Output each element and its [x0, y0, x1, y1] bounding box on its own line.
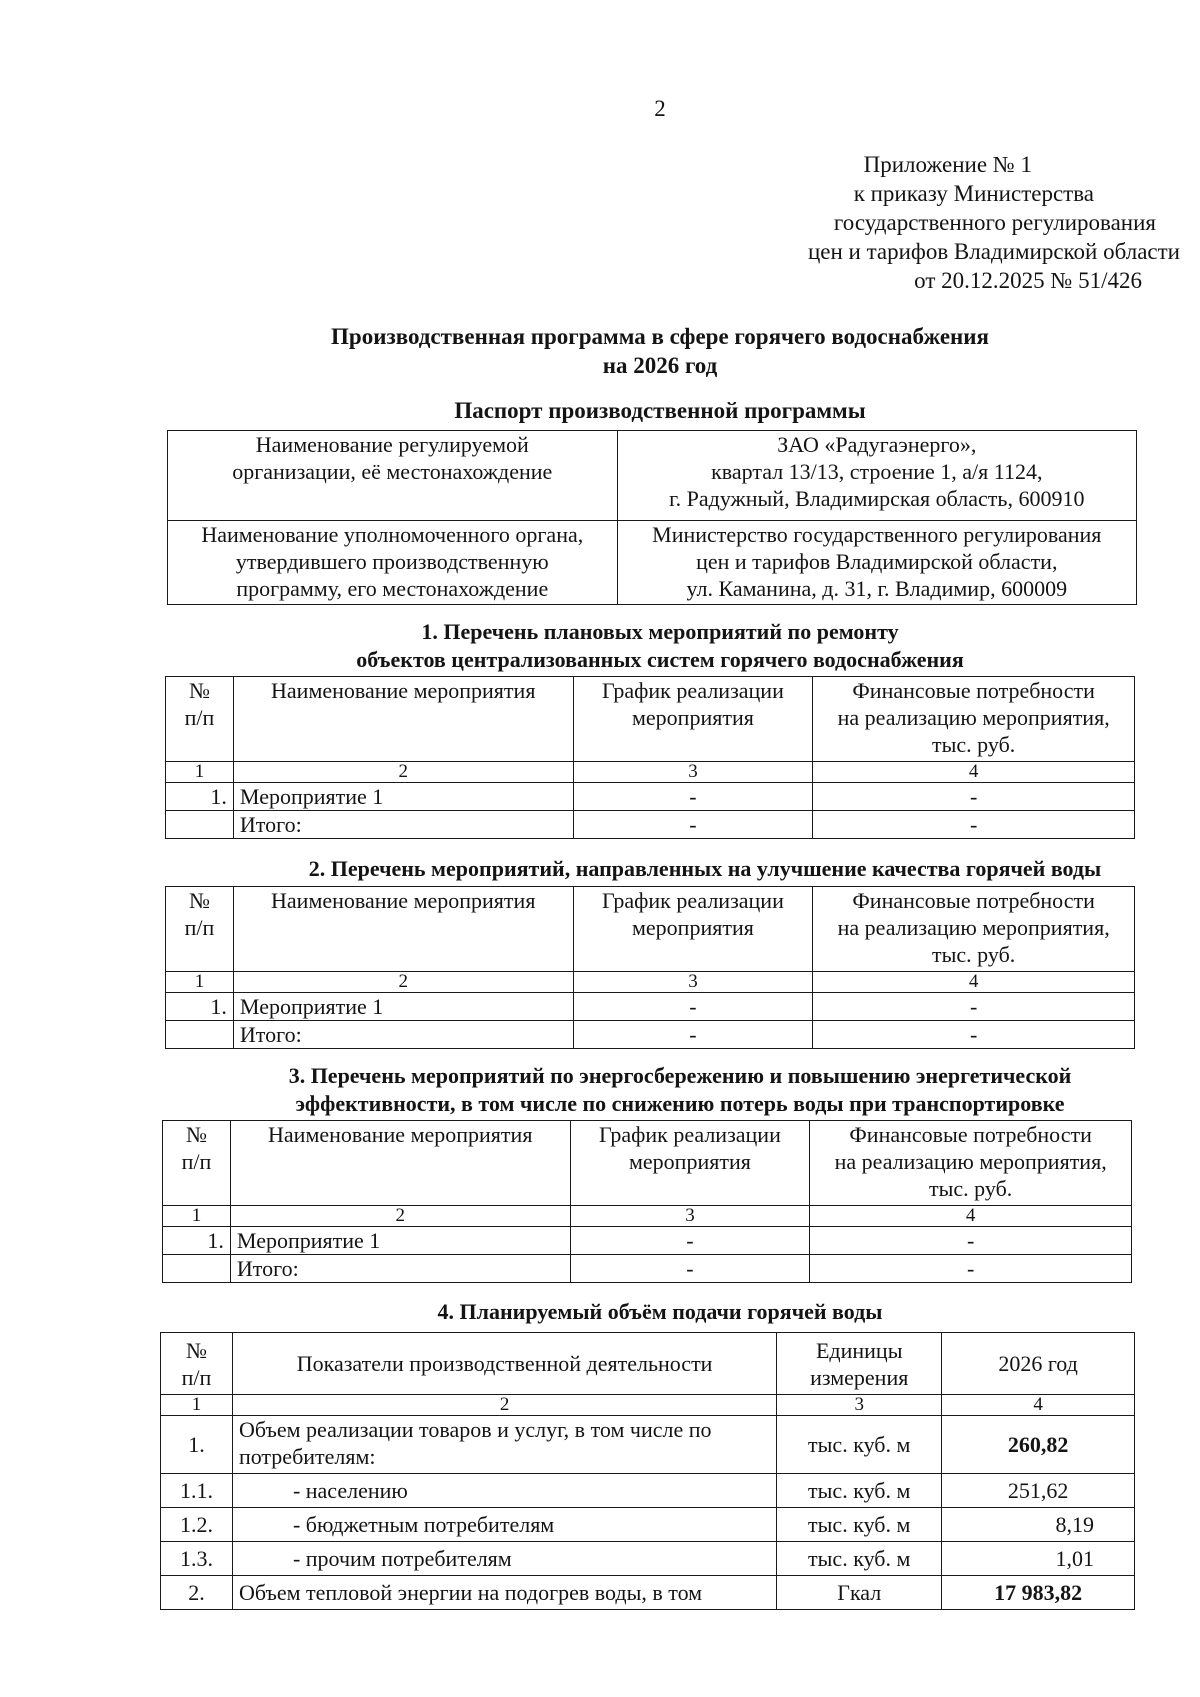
passport-label [168, 521, 618, 605]
index-cell: 1 [161, 1395, 233, 1416]
table-row [161, 1474, 1135, 1508]
table-header-row [166, 677, 1135, 762]
row-name: - прочим потребителям [232, 1542, 776, 1576]
header-cell: График реализации мероприятия [573, 887, 813, 972]
index-cell: 1 [163, 1206, 231, 1227]
row-name: Итого: [230, 1255, 570, 1283]
passport-row [168, 431, 1137, 521]
header-cell: Наименование мероприятия [230, 1121, 570, 1206]
row-finance: - [813, 811, 1135, 839]
index-cell: 2 [230, 1206, 570, 1227]
row-value: 251,62 [942, 1474, 1135, 1508]
table-row [166, 993, 1135, 1021]
appendix-line: государственного регулирования [833, 210, 1156, 235]
section4-heading: 4. Планируемый объём подачи горячей воды [437, 1299, 883, 1324]
column-index-row [163, 1206, 1132, 1227]
row-name: Объем тепловой энергии на подогрев воды, в том [232, 1576, 776, 1610]
index-cell: 3 [777, 1395, 942, 1416]
table-header-row [161, 1333, 1135, 1395]
index-cell: 4 [813, 762, 1135, 783]
passport-value [617, 431, 1136, 521]
row-number: 1. [161, 1416, 233, 1474]
row-number: 1. [166, 783, 234, 811]
table-row [166, 811, 1135, 839]
passport-row [168, 521, 1137, 605]
row-number [163, 1255, 231, 1283]
appendix-line: к приказу Министерства [853, 181, 1094, 206]
header-cell: № п/п [161, 1333, 233, 1395]
index-cell: 3 [573, 762, 813, 783]
row-unit: тыс. куб. м [777, 1508, 942, 1542]
table-row [161, 1576, 1135, 1610]
text-line: организации, её местонахождение [232, 459, 553, 484]
section2-heading: 2. Перечень мероприятий, направленных на улучшение качества горячей воды [308, 856, 1102, 881]
table-header-row [163, 1121, 1132, 1206]
row-finance: - [810, 1255, 1132, 1283]
passport-table [167, 430, 1137, 605]
row-value: 1,01 [942, 1542, 1135, 1576]
column-index-row [161, 1395, 1135, 1416]
header-cell: Финансовые потребности на реализацию мероприятия, тыс. руб. [813, 887, 1135, 972]
appendix-line: цен и тарифов Владимирской области [807, 239, 1180, 264]
index-cell: 4 [813, 972, 1135, 993]
table-row [161, 1416, 1135, 1474]
row-schedule: - [573, 811, 813, 839]
section4-table [160, 1332, 1135, 1610]
header-cell: № п/п [166, 677, 234, 762]
appendix-block [730, 150, 1180, 295]
header-cell: График реализации мероприятия [573, 677, 813, 762]
text-line: 3. Перечень мероприятий по энергосбережению и повышению энергетической [288, 1063, 1072, 1088]
text-line: цен и тарифов Владимирской области, [696, 549, 1058, 574]
row-number: 1.2. [161, 1508, 233, 1542]
header-cell: Показатели производственной деятельности [232, 1333, 776, 1395]
header-cell: № п/п [166, 887, 234, 972]
appendix-line: Приложение № 1 [863, 152, 1032, 177]
row-number: 1.1. [161, 1474, 233, 1508]
passport-value [617, 521, 1136, 605]
index-cell: 2 [233, 762, 573, 783]
table-row [166, 783, 1135, 811]
section1-heading [0, 618, 1200, 674]
text-line: объектов централизованных систем горячего водоснабжения [356, 647, 964, 672]
row-unit: Гкал [777, 1576, 942, 1610]
text-line: Министерство государственного регулирования [652, 522, 1102, 547]
passport-label [168, 431, 618, 521]
index-cell: 1 [166, 972, 234, 993]
header-cell: Финансовые потребности на реализацию мероприятия, тыс. руб. [813, 677, 1135, 762]
row-finance: - [813, 1021, 1135, 1049]
document-title-line: на 2026 год [602, 353, 718, 378]
row-schedule: - [573, 1021, 813, 1049]
index-cell: 4 [810, 1206, 1132, 1227]
row-number [166, 1021, 234, 1049]
section2-table [165, 886, 1135, 1049]
row-schedule: - [573, 993, 813, 1021]
header-cell: Единицы измерения [777, 1333, 942, 1395]
text-line: ЗАО «Радугаэнерго», [777, 432, 977, 457]
table-row [163, 1255, 1132, 1283]
section3-heading [180, 1062, 1180, 1118]
text-line: квартал 13/13, строение 1, а/я 1124, [711, 459, 1043, 484]
document-title-line: Производственная программа в сфере горячего водоснабжения [331, 324, 989, 349]
column-index-row [166, 762, 1135, 783]
section1-table [165, 676, 1135, 839]
text-line: Наименование регулируемой [255, 432, 529, 457]
row-value: 8,19 [942, 1508, 1135, 1542]
row-schedule: - [573, 783, 813, 811]
text-line: Наименование уполномоченного органа, [201, 522, 584, 547]
header-cell: Финансовые потребности на реализацию мероприятия, тыс. руб. [810, 1121, 1132, 1206]
row-finance: - [813, 783, 1135, 811]
row-name: - бюджетным потребителям [232, 1508, 776, 1542]
header-cell: 2026 год [942, 1333, 1135, 1395]
row-number: 2. [161, 1576, 233, 1610]
table-row [163, 1227, 1132, 1255]
text-line: программу, его местонахождение [236, 576, 549, 601]
row-schedule: - [570, 1227, 810, 1255]
page-number: 2 [654, 96, 666, 121]
row-unit: тыс. куб. м [777, 1416, 942, 1474]
row-name: Итого: [233, 811, 573, 839]
index-cell: 4 [942, 1395, 1135, 1416]
appendix-line: от 20.12.2025 № 51/426 [914, 268, 1142, 293]
row-finance: - [813, 993, 1135, 1021]
row-number: 1. [163, 1227, 231, 1255]
text-line: эффективности, в том числе по снижению потерь воды при транспортировке [295, 1091, 1065, 1116]
column-index-row [166, 972, 1135, 993]
row-number: 1.3. [161, 1542, 233, 1576]
table-row [161, 1542, 1135, 1576]
row-name: Мероприятие 1 [233, 783, 573, 811]
index-cell: 3 [570, 1206, 810, 1227]
row-value: 260,82 [942, 1416, 1135, 1474]
index-cell: 2 [233, 972, 573, 993]
header-cell: Наименование мероприятия [233, 887, 573, 972]
text-line: утвердившего производственную [235, 549, 549, 574]
row-unit: тыс. куб. м [777, 1474, 942, 1508]
row-schedule: - [570, 1255, 810, 1283]
index-cell: 1 [166, 762, 234, 783]
row-name: - населению [232, 1474, 776, 1508]
text-line: г. Радужный, Владимирская область, 600910 [669, 486, 1085, 511]
table-row [161, 1508, 1135, 1542]
header-cell: № п/п [163, 1121, 231, 1206]
row-number: 1. [166, 993, 234, 1021]
row-name: Итого: [233, 1021, 573, 1049]
text-line: ул. Каманина, д. 31, г. Владимир, 600009 [686, 576, 1068, 601]
row-value: 17 983,82 [942, 1576, 1135, 1610]
passport-heading: Паспорт производственной программы [454, 398, 866, 423]
document-title [0, 322, 1200, 380]
row-name: Мероприятие 1 [230, 1227, 570, 1255]
row-name: Объем реализации товаров и услуг, в том числе по потребителям: [232, 1416, 776, 1474]
row-unit: тыс. куб. м [777, 1542, 942, 1576]
text-line: 1. Перечень плановых мероприятий по ремонту [421, 619, 899, 644]
table-row [166, 1021, 1135, 1049]
index-cell: 2 [232, 1395, 776, 1416]
section3-table [162, 1120, 1132, 1283]
row-name: Мероприятие 1 [233, 993, 573, 1021]
row-finance: - [810, 1227, 1132, 1255]
row-number [166, 811, 234, 839]
header-cell: Наименование мероприятия [233, 677, 573, 762]
table-header-row [166, 887, 1135, 972]
index-cell: 3 [573, 972, 813, 993]
header-cell: График реализации мероприятия [570, 1121, 810, 1206]
